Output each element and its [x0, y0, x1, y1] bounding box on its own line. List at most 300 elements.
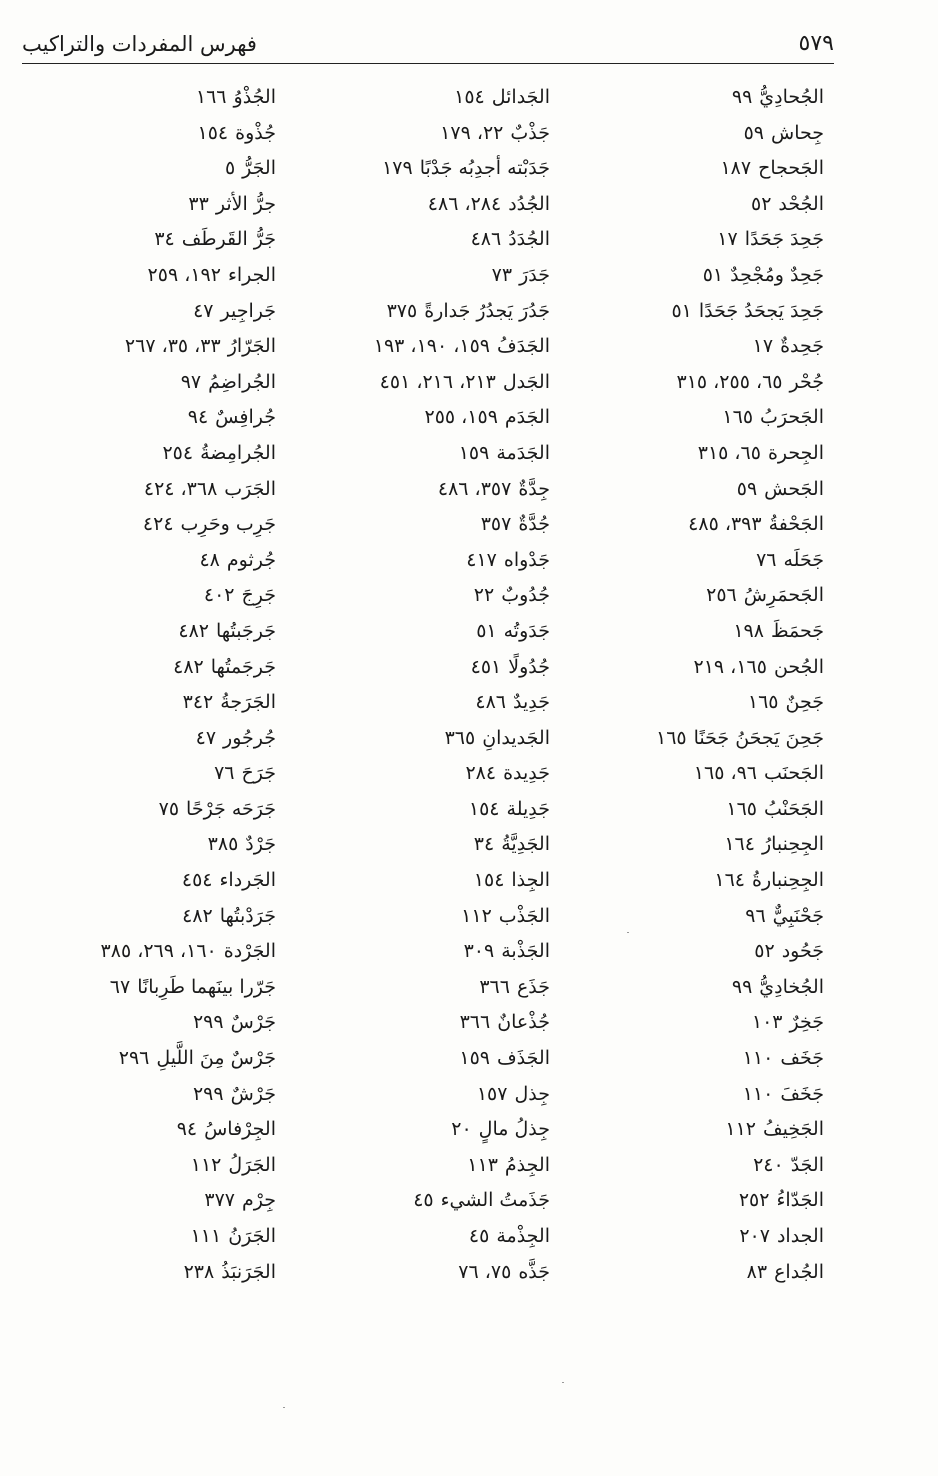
entry-pages: ٦٥، ٣١٥: [697, 441, 761, 464]
index-entry: [260, 756, 550, 792]
index-entry: [260, 472, 550, 508]
entry-term: الجَدائل: [491, 86, 550, 108]
entry-pages: ١١٢: [190, 1153, 222, 1176]
entry-pages: ٢٨٤، ٤٨٦: [427, 192, 502, 215]
index-entry: [260, 899, 550, 935]
entry-pages: ١٥٤: [454, 86, 485, 108]
index-entry: [534, 400, 824, 436]
index-entry: [534, 365, 824, 401]
entry-pages: ٢٥٦: [706, 584, 737, 607]
entry-pages: ١٦٠، ٢٦٩، ٣٨٥: [100, 940, 217, 963]
entry-pages: ٢٩٦: [118, 1047, 150, 1070]
entry-term: جَرْسٌ: [230, 1011, 276, 1034]
entry-term: الجِذْمة: [496, 1225, 550, 1247]
entry-term: جُدُولًا: [508, 655, 550, 678]
index-entry: [260, 258, 550, 294]
entry-pages: ٤٨٢: [173, 655, 204, 678]
entry-pages: ٢١٣، ٢١٦، ٤٥١: [379, 370, 496, 393]
entry-pages: ٩٩: [731, 86, 753, 108]
entry-term: جَذَمتُ الشيء: [440, 1189, 550, 1212]
index-entry: [0, 116, 276, 152]
entry-term: الجُخادِيُّ: [759, 975, 824, 998]
entry-term: جَرِب وحَرِب: [180, 513, 276, 536]
index-entry: [534, 1255, 824, 1291]
index-entry: [0, 187, 276, 223]
index-entry: [0, 258, 276, 294]
entry-pages: ٥: [224, 157, 236, 180]
entry-term: الجَرَجةُ: [220, 691, 276, 714]
index-entry: [260, 222, 550, 258]
entry-pages: ٢٢، ١٧٩: [440, 121, 504, 144]
index-entry: [534, 294, 824, 330]
entry-pages: ٢٥٢: [738, 1189, 770, 1212]
entry-pages: ٨٣: [746, 1260, 768, 1283]
entry-term: الجَحرَبُ: [760, 406, 824, 429]
index-entry: [0, 507, 276, 543]
entry-term: جَرْسٌ مِنَ اللَّيلِ: [156, 1047, 276, 1070]
entry-term: جَراجِير: [220, 299, 276, 322]
entry-pages: ٧٥: [158, 797, 180, 820]
index-entry: [0, 578, 276, 614]
index-entry: [0, 1183, 276, 1219]
entry-pages: ٤٧: [195, 726, 217, 749]
index-entry: [534, 436, 824, 472]
entry-term: الجَرَلُ: [228, 1153, 276, 1176]
index-entry: [0, 1255, 276, 1291]
entry-term: جَرَدْبتُها: [219, 904, 276, 927]
entry-term: جَرْدٌ: [245, 833, 276, 856]
index-entry: [260, 1112, 550, 1148]
entry-term: جَدُرَ يَجدُرُ جَدارةً: [424, 299, 550, 322]
entry-pages: ٤٨٦: [470, 228, 502, 251]
entry-pages: ١٧: [752, 335, 774, 358]
entry-term: جُرافِسٌ: [215, 406, 276, 429]
entry-pages: ٤٥٤: [181, 869, 213, 892]
entry-pages: ١٦٥: [722, 406, 754, 429]
entry-term: الجَدِيَّةُ: [501, 833, 550, 856]
index-entry: [260, 685, 550, 721]
entry-term: جِحاش: [771, 121, 824, 144]
index-entry: [534, 1112, 824, 1148]
entry-pages: ١٦٥، ٢١٩: [693, 655, 767, 678]
index-entry: [260, 116, 550, 152]
index-entry: [260, 1255, 550, 1291]
index-entry: [534, 1077, 824, 1113]
page-header: [22, 28, 834, 60]
entry-pages: ٧٣: [491, 263, 513, 286]
index-entry: [260, 578, 550, 614]
entry-pages: ٤١٧: [466, 548, 497, 571]
index-entry: [260, 721, 550, 757]
entry-pages: ٤٧: [193, 299, 214, 322]
index-entry: [260, 1077, 550, 1113]
index-entry: [0, 899, 276, 935]
entry-pages: ١٦٥: [656, 726, 687, 749]
index-entry: [534, 1219, 824, 1255]
entry-pages: ١٥٤: [468, 797, 500, 820]
entry-term: جَخَف: [780, 1047, 824, 1070]
index-entry: [534, 329, 824, 365]
entry-pages: ٣٤: [154, 228, 175, 251]
index-entry: [0, 792, 276, 828]
entry-pages: ٢٨٤: [465, 762, 497, 785]
index-entry: [534, 1041, 824, 1077]
entry-term: جَخَفَ: [780, 1082, 824, 1105]
index-entry: [534, 1005, 824, 1041]
index-entry: [260, 294, 550, 330]
entry-term: الجَحَنْبُ: [764, 797, 824, 820]
entry-pages: ١٧: [717, 228, 738, 251]
entry-term: الجَدل: [502, 370, 550, 393]
entry-pages: ٦٥، ٢٥٥، ٣١٥: [676, 370, 783, 393]
header-rule: [22, 63, 834, 64]
entry-term: الجَرّارُ: [227, 335, 276, 358]
entry-pages: ٣٧٥: [386, 299, 418, 322]
entry-pages: ٥٩: [743, 121, 764, 144]
index-entry: [534, 187, 824, 223]
entry-term: الجداد: [776, 1225, 824, 1247]
index-entry: [534, 650, 824, 686]
entry-pages: ١٠٣: [751, 1011, 783, 1034]
index-entry: [260, 827, 550, 863]
entry-pages: ١٥٧: [476, 1082, 508, 1105]
index-columns: [0, 80, 938, 1320]
entry-pages: ١٥٩، ١٩٠، ١٩٣: [373, 335, 490, 358]
index-entry: [534, 721, 824, 757]
index-entry: [0, 294, 276, 330]
entry-term: جُحْر: [789, 370, 824, 393]
entry-pages: ٤٨٢: [178, 619, 209, 642]
index-entry: [534, 472, 824, 508]
entry-term: جِرْم: [242, 1189, 276, 1212]
entry-term: جَرجَبتُها: [216, 619, 276, 642]
entry-term: الجُحْد: [778, 192, 824, 215]
entry-pages: ٢٩٩: [192, 1011, 224, 1034]
entry-pages: ١٨٧: [720, 157, 752, 180]
entry-pages: ١١٢: [461, 904, 492, 927]
index-entry: [0, 436, 276, 472]
entry-term: جرُّ الأثر: [215, 192, 276, 215]
index-entry: [260, 1183, 550, 1219]
entry-term: الجُحادِيُّ: [759, 86, 824, 108]
entry-term: جَحِدَ يَجحَدُ جَحَدًا: [698, 299, 824, 322]
entry-term: الجِحرة: [767, 441, 824, 464]
entry-pages: ٣٦٦: [479, 975, 510, 998]
index-entry: [260, 400, 550, 436]
entry-term: جَدَبْته أجدِبُه جَدْبًا: [419, 157, 550, 180]
index-entry: [0, 756, 276, 792]
entry-pages: ٢٤٠: [753, 1153, 784, 1176]
index-entry: [534, 258, 824, 294]
index-entry: [260, 329, 550, 365]
index-entry: [534, 578, 824, 614]
entry-term: جَذَّه: [518, 1260, 550, 1283]
entry-term: الجِذا: [511, 869, 550, 892]
index-entry: [534, 756, 824, 792]
entry-term: الجِذمُ: [504, 1153, 550, 1176]
entry-term: جَدَوتُه: [503, 619, 550, 642]
entry-pages: ٥٩: [736, 477, 758, 500]
entry-term: جِدَّةٌ: [518, 477, 550, 500]
entry-term: الجُحن: [773, 655, 824, 678]
entry-term: جِذل: [514, 1082, 550, 1105]
entry-pages: ٣٤٢: [182, 691, 214, 714]
entry-pages: ٧٦: [214, 762, 235, 785]
entry-term: جَذْبٌ: [510, 121, 550, 144]
entry-pages: ١٩٨: [733, 619, 764, 642]
entry-pages: ٢٣٨: [183, 1260, 215, 1283]
entry-term: الجَحجاح: [758, 157, 824, 180]
entry-term: الجَدَم: [504, 406, 550, 429]
entry-term: الجِحِنبارُ: [761, 833, 824, 856]
index-entry: [260, 792, 550, 828]
index-entry: [534, 970, 824, 1006]
index-entry: [0, 472, 276, 508]
entry-pages: ٣٦٦: [459, 1011, 491, 1034]
index-entry: [0, 365, 276, 401]
entry-term: الجُرامِضةُ: [200, 441, 276, 464]
entry-term: جَرَحَه جَرْحًا: [186, 797, 276, 820]
index-entry: [260, 650, 550, 686]
entry-term: جَرُّ القَرطَف: [181, 228, 276, 251]
entry-term: جَحِنٌ: [785, 691, 824, 714]
index-column-middle: [260, 80, 550, 1290]
entry-pages: ٣٥٧، ٤٨٦: [437, 477, 512, 500]
entry-pages: ٥١: [476, 619, 497, 642]
index-entry: [534, 543, 824, 579]
index-column-left: [0, 80, 276, 1290]
entry-term: الجَرَنبَذُ: [221, 1260, 276, 1283]
index-entry: [0, 1077, 276, 1113]
entry-pages: ٣٣، ٣٥، ٢٦٧: [124, 335, 221, 358]
entry-pages: ٣٣: [188, 192, 209, 215]
entry-term: الجَخِيفُ: [763, 1118, 824, 1141]
entry-pages: ١١٠: [742, 1047, 774, 1070]
entry-pages: ٥١: [702, 263, 724, 286]
entry-term: الجَحنَب: [764, 762, 824, 785]
index-entry: [534, 863, 824, 899]
index-entry: [0, 1041, 276, 1077]
entry-term: الجُداع: [774, 1260, 824, 1283]
entry-pages: ٣٩٣، ٤٨٥: [688, 513, 762, 536]
entry-term: جَرّرا بينَهما طَرِبانًا: [137, 975, 276, 998]
entry-term: جَرِجَ: [241, 584, 276, 607]
entry-pages: ١٦٤: [714, 869, 746, 892]
entry-pages: ٣٥٧: [480, 513, 512, 536]
entry-pages: ٥١: [671, 299, 692, 322]
index-entry: [0, 685, 276, 721]
entry-pages: ٢٢: [473, 584, 495, 607]
entry-pages: ٤٨٢: [182, 904, 213, 927]
index-entry: [0, 329, 276, 365]
entry-pages: ١٦٥: [747, 691, 779, 714]
entry-term: الجَرَنُ: [228, 1225, 276, 1247]
index-entry: [260, 365, 550, 401]
entry-term: جُذْوة: [235, 121, 276, 144]
index-entry: [0, 970, 276, 1006]
paper-speck: [283, 1407, 285, 1408]
index-entry: [0, 400, 276, 436]
index-entry: [534, 1183, 824, 1219]
entry-pages: ٦٧: [109, 975, 131, 998]
entry-term: الجَحْفةُ: [768, 513, 824, 536]
entry-pages: ٣٦٨، ٤٢٤: [143, 477, 218, 500]
entry-pages: ١١٠: [742, 1082, 774, 1105]
entry-pages: ٣٠٩: [463, 940, 495, 963]
entry-term: الجَرداء: [219, 869, 276, 892]
index-entry: [0, 1219, 276, 1255]
index-entry: [534, 222, 824, 258]
index-entry: [0, 543, 276, 579]
entry-pages: ١١٣: [467, 1153, 498, 1176]
entry-pages: ٢٠٧: [739, 1225, 770, 1247]
entry-term: الجَذَف: [496, 1047, 550, 1070]
index-entry: [260, 187, 550, 223]
index-entry: [260, 1219, 550, 1255]
page-number: ٥٧٩: [798, 31, 834, 56]
entry-pages: ٥٢: [751, 192, 772, 215]
entry-term: الجَرَب: [224, 477, 276, 500]
entry-term: جَدْواه: [503, 548, 550, 571]
paper-speck: [562, 1382, 564, 1383]
entry-term: الجَدّاءُ: [776, 1189, 824, 1212]
entry-pages: ٢٠: [451, 1118, 472, 1141]
entry-term: جَدِيدة: [503, 762, 550, 785]
entry-term: الجَذْب: [498, 904, 550, 927]
index-entry: [260, 614, 550, 650]
index-entry: [534, 792, 824, 828]
entry-pages: ٩٤: [187, 406, 209, 429]
index-entry: [0, 863, 276, 899]
entry-term: الجُدُد: [508, 192, 550, 215]
index-entry: [534, 80, 824, 116]
entry-pages: ١٩٢، ٢٥٩: [147, 263, 221, 286]
entry-term: جَحْنَبِيٌّ: [772, 904, 824, 927]
index-entry: [0, 721, 276, 757]
entry-term: جِذلُ مالٍ: [478, 1118, 550, 1141]
entry-pages: ١٦٤: [724, 833, 755, 856]
entry-pages: ٤٠٢: [203, 584, 235, 607]
entry-pages: ١١١: [190, 1225, 222, 1247]
entry-pages: ١٥٤: [197, 121, 229, 144]
index-entry: [0, 1005, 276, 1041]
index-entry: [260, 1005, 550, 1041]
entry-pages: ٢٥٤: [162, 441, 194, 464]
index-entry: [260, 151, 550, 187]
entry-term: الجَحش: [764, 477, 824, 500]
entry-pages: ٣٧٧: [204, 1189, 235, 1212]
entry-pages: ٢٩٩: [192, 1082, 224, 1105]
entry-term: جُذْعانٌ: [497, 1011, 550, 1034]
entry-term: الجِحِنبارةُ: [752, 869, 824, 892]
entry-term: جَدِيدٌ: [513, 691, 550, 714]
entry-pages: ٣٨٥: [207, 833, 239, 856]
entry-pages: ٩٦: [745, 904, 766, 927]
entry-pages: ٤٥١: [470, 655, 502, 678]
running-title: فهرس المفردات والتراكيب: [22, 32, 257, 56]
index-entry: [0, 1112, 276, 1148]
index-entry: [0, 934, 276, 970]
entry-pages: ١٦٦: [195, 86, 227, 108]
index-entry: [0, 827, 276, 863]
entry-pages: ٤٨٦: [475, 691, 507, 714]
entry-term: جَرَحَ: [241, 762, 276, 785]
entry-term: الجُذْوُ: [233, 86, 276, 108]
entry-pages: ٩٤: [176, 1118, 198, 1141]
index-entry: [0, 222, 276, 258]
entry-pages: ٥٢: [754, 940, 775, 963]
index-entry: [534, 614, 824, 650]
entry-term: جَرجَمتُها: [210, 655, 276, 678]
entry-pages: ٣٦٥: [444, 726, 476, 749]
index-entry: [260, 543, 550, 579]
entry-pages: ١٥٩: [459, 1047, 490, 1070]
entry-term: جَحِدَ جَحَدًا: [744, 228, 824, 251]
entry-pages: ٤٥: [468, 1225, 490, 1247]
entry-pages: ٧٦: [756, 548, 777, 571]
index-entry: [534, 685, 824, 721]
entry-pages: ٧٥، ٧٦: [458, 1260, 512, 1283]
entry-term: الجَديدانِ: [482, 726, 550, 749]
index-entry: [0, 80, 276, 116]
entry-pages: ١١٢: [725, 1118, 756, 1141]
entry-term: الجَذْبة: [501, 940, 550, 963]
index-entry: [534, 151, 824, 187]
entry-term: الجِرْفاسُ: [204, 1118, 276, 1141]
index-entry: [260, 970, 550, 1006]
entry-term: الجُدَدُ: [508, 228, 550, 251]
index-entry: [260, 863, 550, 899]
entry-term: جَدِيلة: [506, 797, 550, 820]
entry-term: جُرثوم: [226, 548, 276, 571]
index-entry: [260, 436, 550, 472]
index-column-right: [534, 80, 824, 1290]
index-entry: [534, 827, 824, 863]
entry-term: جَحِدٌ ومُجْحِدٌ: [730, 263, 824, 286]
index-entry: [260, 934, 550, 970]
entry-term: جَحُود: [781, 940, 824, 963]
entry-pages: ٩٦، ١٦٥: [693, 762, 757, 785]
entry-pages: ٩٧: [180, 370, 202, 393]
entry-term: جَحَلَه: [783, 548, 824, 571]
paper-speck: [627, 932, 629, 933]
index-entry: [534, 507, 824, 543]
entry-term: جَدَرَ: [519, 263, 550, 286]
index-entry: [260, 1041, 550, 1077]
entry-pages: ٣٤: [473, 833, 495, 856]
index-entry: [0, 151, 276, 187]
index-entry: [0, 1148, 276, 1184]
index-entry: [534, 1148, 824, 1184]
index-entry: [0, 614, 276, 650]
entry-pages: ١٧٩: [382, 157, 413, 180]
entry-pages: ٤٢٤: [142, 513, 174, 536]
entry-term: الجَدّ: [790, 1153, 824, 1176]
entry-term: جُرجُور: [223, 726, 276, 749]
entry-pages: ١٥٤: [473, 869, 505, 892]
entry-term: الجَدَمة: [496, 441, 550, 464]
index-entry: [260, 1148, 550, 1184]
entry-term: جُدُوبٌ: [501, 584, 550, 607]
entry-pages: ٩٩: [731, 975, 753, 998]
index-entry: [0, 650, 276, 686]
entry-term: جُدَّةٌ: [518, 513, 550, 536]
entry-term: جَخِرٌ: [789, 1011, 824, 1034]
entry-term: الجَرُّ: [242, 157, 276, 180]
index-entry: [534, 934, 824, 970]
entry-term: الجَدَفُ: [496, 335, 550, 358]
entry-pages: ١٦٥: [726, 797, 757, 820]
